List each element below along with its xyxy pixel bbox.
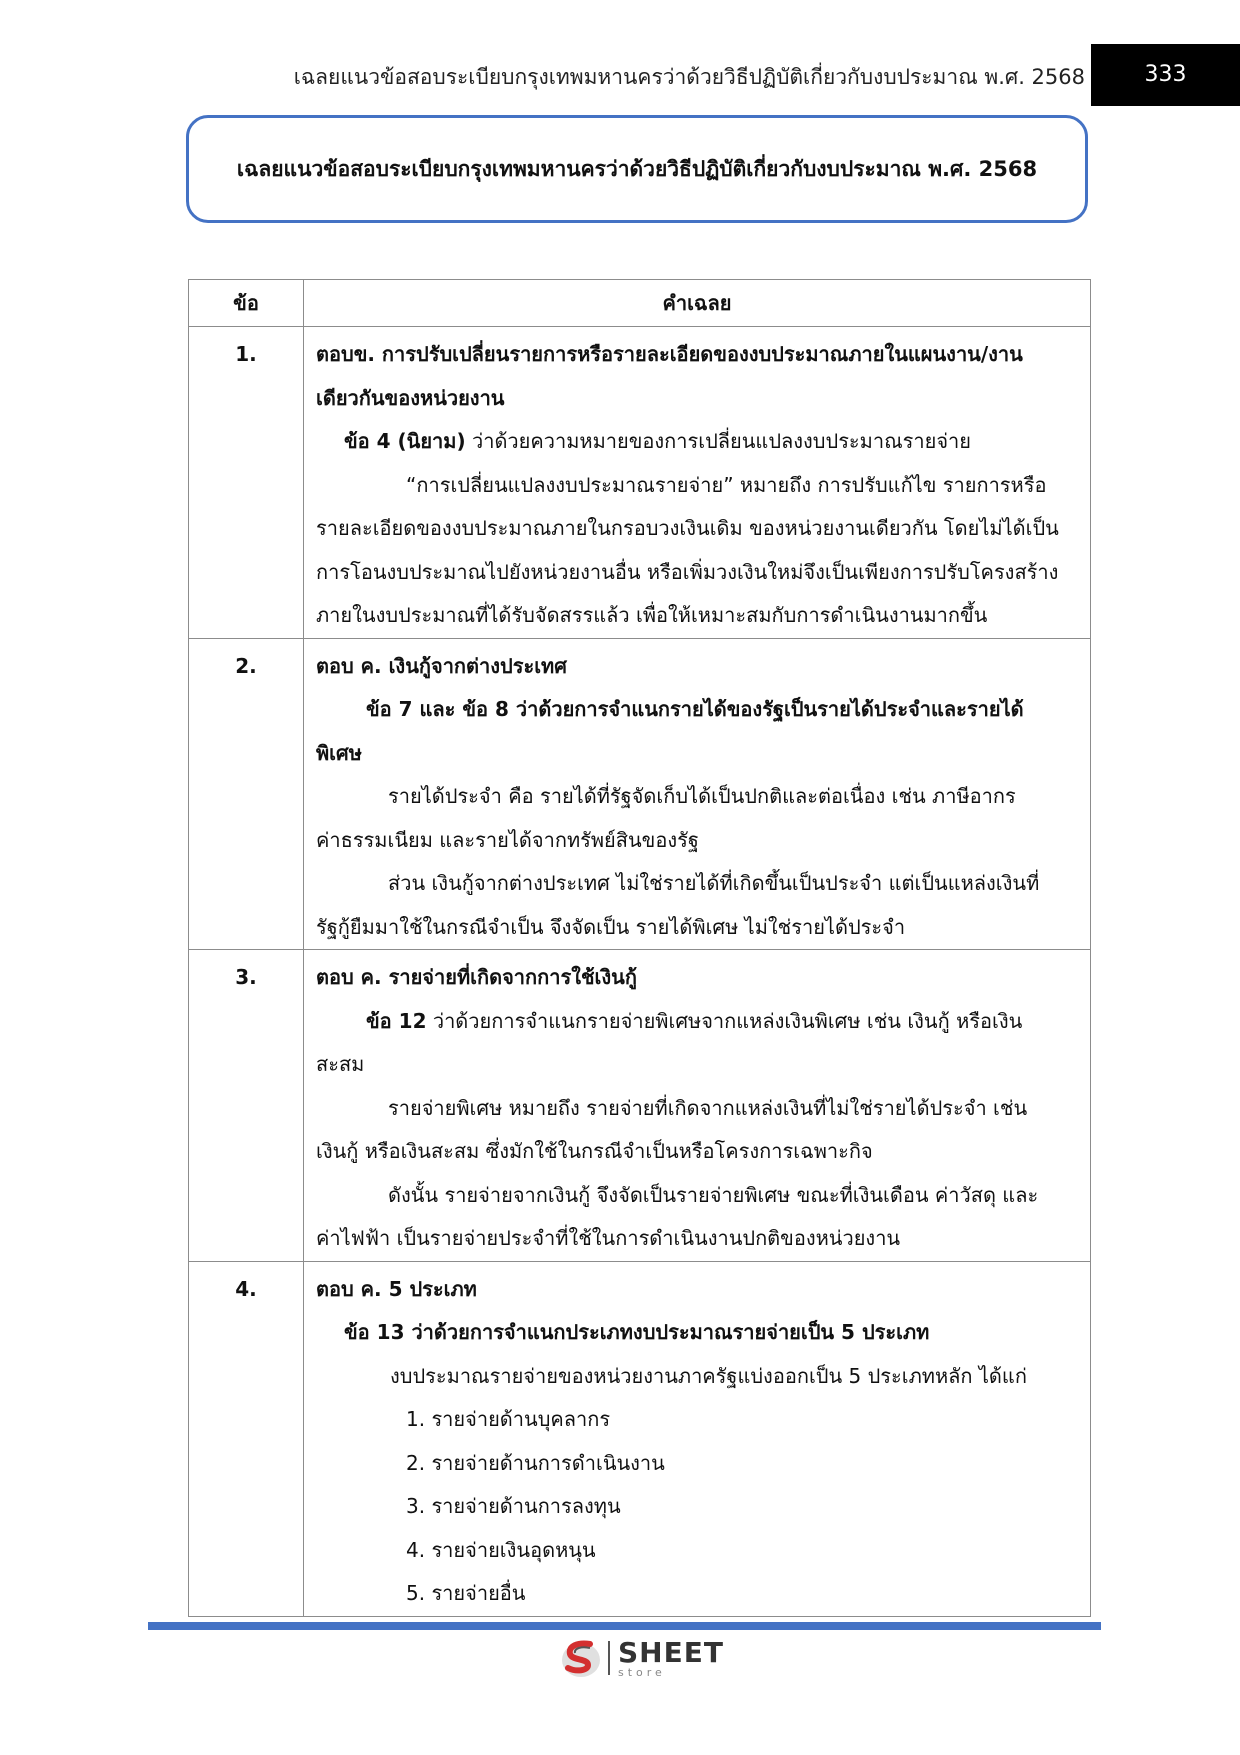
header-answer: คำเฉลย [304,280,1091,327]
explanation-line: รัฐกู้ยืมมาใช้ในกรณีจำเป็น จึงจัดเป็น รายได้พิเศษ ไม่ใช่รายได้ประจำ [316,914,906,939]
answer-line: เดียวกันของหน่วยงาน [316,385,505,410]
list-item: 5. รายจ่ายอื่น [406,1581,526,1605]
clause-line: ข้อ 7 และ ข้อ 8 ว่าด้วยการจำแนกรายได้ของรัฐเป็นรายได้ประจำและรายได้ [366,697,1024,721]
logo-text [618,1635,724,1679]
explanation-line: ส่วน เงินกู้จากต่างประเทศ ไม่ใช่รายได้ที่เกิดขึ้นเป็นประจำ แต่เป็นแหล่งเงินที่ [388,871,1040,895]
table-row [189,1261,1091,1616]
explanation-line: รายจ่ายพิเศษ หมายถึง รายจ่ายที่เกิดจากแหล่งเงินที่ไม่ใช่รายได้ประจำ เช่น [388,1095,1028,1120]
sheet-store-s-icon [560,1636,602,1680]
logo-wordmark: SHEET [618,1635,724,1669]
clause-ref: ข้อ 12 [366,1008,427,1033]
table-row [189,638,1091,950]
clause-line: พิเศษ [316,740,362,765]
row-answer-cell [304,638,1091,950]
clause-ref: ข้อ 4 (นิยาม) [344,429,466,453]
footer-divider [148,1622,1101,1630]
clause-line [316,420,1080,464]
header-number: ข้อ [189,280,304,327]
clause-text: ว่าด้วยความหมายของการเปลี่ยนแปลงงบประมาณรายจ่าย [465,429,972,453]
explanation-line: งบประมาณรายจ่ายของหน่วยงานภาครัฐแบ่งออกเป็น 5 ประเภทหลัก ได้แก่ [390,1363,1027,1388]
answer-line: ตอบ ค. เงินกู้จากต่างประเทศ [316,653,567,678]
row-number: 3. [189,950,304,1262]
answer-line: ตอบ ค. รายจ่ายที่เกิดจากการใช้เงินกู้ [316,965,637,989]
row-answer-cell [304,950,1091,1262]
list-item: 4. รายจ่ายเงินอุดหนุน [406,1537,596,1562]
clause-text: ว่าด้วยการจำแนกรายจ่ายพิเศษจากแหล่งเงินพิเศษ เช่น เงินกู้ หรือเงิน [426,1008,1023,1033]
row-number: 2. [189,638,304,950]
row-number: 4. [189,1261,304,1616]
list-item: 3. รายจ่ายด้านการลงทุน [406,1494,621,1518]
explanation-line: การโอนงบประมาณไปยังหน่วยงานอื่น หรือเพิ่มวงเงินใหม่จึงเป็นเพียงการปรับโครงสร้าง [316,559,1059,584]
answer-table [188,279,1091,1617]
explanation-line: รายได้ประจำ คือ รายได้ที่รัฐจัดเก็บได้เป็นปกติและต่อเนื่อง เช่น ภาษีอากร [388,784,1016,808]
explanation-line: “การเปลี่ยนแปลงงบประมาณรายจ่าย” หมายถึง การปรับแก้ไข รายการหรือ [406,472,1047,497]
explanation-line: ค่าไฟฟ้า เป็นรายจ่ายประจำที่ใช้ในการดำเนินงานปกติของหน่วยงาน [316,1226,901,1250]
row-number: 1. [189,327,304,639]
table-row [189,950,1091,1262]
table-header-row [189,280,1091,327]
clause-line: ข้อ 13 ว่าด้วยการจำแนกประเภทงบประมาณรายจ่ายเป็น 5 ประเภท [344,1320,930,1344]
running-header: เฉลยแนวข้อสอบระเบียบกรุงเทพมหานครว่าด้วยวิธีปฏิบัติเกี่ยวกับงบประมาณ พ.ศ. 2568 [293,65,1085,89]
explanation-line: ดังนั้น รายจ่ายจากเงินกู้ จึงจัดเป็นรายจ่ายพิเศษ ขณะที่เงินเดือน ค่าวัสดุ และ [388,1182,1039,1207]
list-item: 1. รายจ่ายด้านบุคลากร [406,1407,611,1431]
document-title-box [186,115,1088,223]
explanation-line: ภายในงบประมาณที่ได้รับจัดสรรแล้ว เพื่อให้เหมาะสมกับการดำเนินงานมากขึ้น [316,603,988,627]
table-row [189,327,1091,639]
list-item: 2. รายจ่ายด้านการดำเนินงาน [406,1450,665,1475]
page-number: 333 [1091,44,1240,106]
row-answer-cell [304,327,1091,639]
answer-line: ตอบ ค. 5 ประเภท [316,1276,477,1301]
document-title: เฉลยแนวข้อสอบระเบียบกรุงเทพมหานครว่าด้วยวิธีปฏิบัติเกี่ยวกับงบประมาณ พ.ศ. 2568 [236,156,1038,181]
explanation-line: ค่าธรรมเนียม และรายได้จากทรัพย์สินของรัฐ [316,827,699,852]
logo-subtext: store [618,1665,666,1679]
row-answer-cell [304,1261,1091,1616]
clause-line: สะสม [316,1052,365,1076]
explanation-line: รายละเอียดของงบประมาณภายในกรอบวงเงินเดิม ของหน่วยงานเดียวกัน โดยไม่ได้เป็น [316,516,1059,540]
clause-line [316,1000,1080,1044]
logo-separator [608,1641,610,1675]
answer-line: ตอบข. การปรับเปลี่ยนรายการหรือรายละเอียดของงบประมาณภายในแผนงาน/งาน [316,342,1023,366]
explanation-line: เงินกู้ หรือเงินสะสม ซึ่งมักใช้ในกรณีจำเป็นหรือโครงการเฉพาะกิจ [316,1139,873,1163]
sheet-store-logo [560,1636,724,1680]
